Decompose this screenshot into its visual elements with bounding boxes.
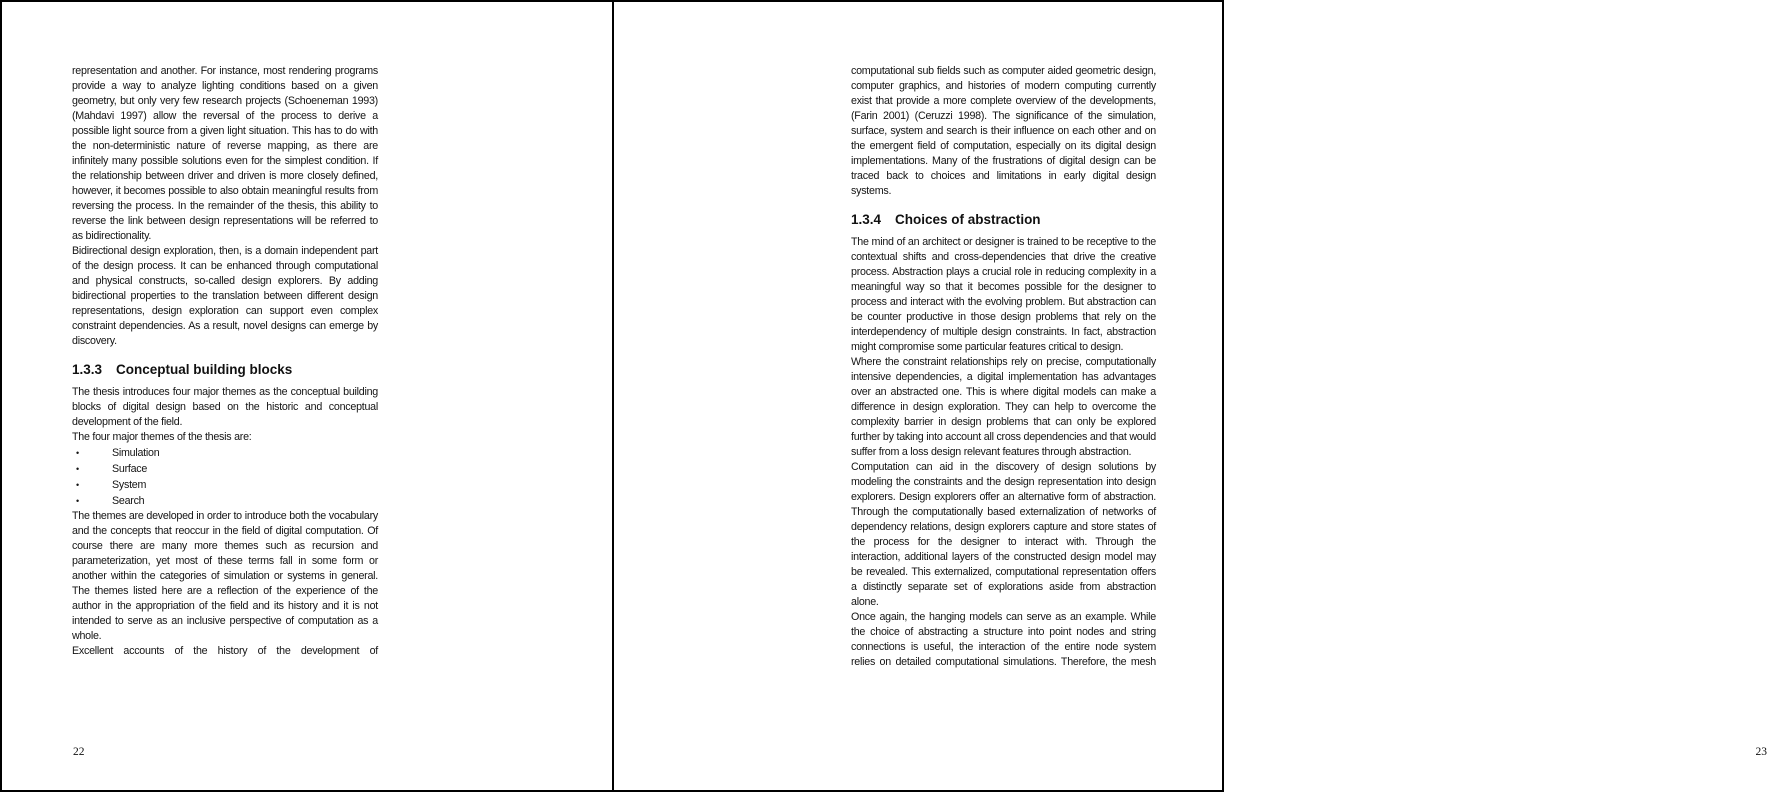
body-paragraph-continued: Once again, the hanging models can serve as an example. While the choice of abstracting a structure into point nodes and string connections is useful, the interaction of the entire node system relies on detailed computational simulations. Therefore, the mesh xyxy=(851,611,1156,668)
bullet-item xyxy=(72,461,378,477)
body-paragraph: The mind of an architect or designer is trained to be receptive to the contextual shifts and cross-dependencies that drive the creative process. Abstraction plays a crucial role in reducing complexity in a meaningful way so that it becomes possible for the designer to process and interact with the evolving problem. But abstraction can be counter productive in those design problems that rely on the interdependency of multiple design constraints. In fact, abstraction might compromise some particular features critical to design. xyxy=(851,236,1156,353)
body-paragraph: Computation can aid in the discovery of design solutions by modeling the constraints and the design representation into design explorers. Design explorers offer an alternative form of abstraction. Through the computationally based externalization of networks of dependency relations, design explorers capture and store states of the process for the designer to interact with. Through the interaction, additional layers of the constructed design model may be revealed. This externalized, computational representation offers a distinctly separate set of explorations aside from abstraction alone. xyxy=(851,461,1156,608)
section-number: 1.3.3 xyxy=(72,362,103,377)
page-left xyxy=(2,2,614,790)
bullet-item xyxy=(72,493,378,509)
bullet-icon: • xyxy=(76,448,79,458)
body-paragraph: computational sub fields such as computer aided geometric design, computer graphics, and histories of modern computing currently exist that provide a more complete overview of the developments, (Farin 2001) (Ceruzzi 1998). The significance of the simulation, surface, system and search is their influence on each other and on the emergent field of computation, especially on its digital design implementations. Many of the frustrations of digital design can be traced back to choices and limitations in early digital design systems. xyxy=(851,65,1156,197)
page-number-left: 22 xyxy=(73,746,85,758)
bullet-label: Simulation xyxy=(112,447,160,459)
bullet-item xyxy=(72,477,378,493)
page-right xyxy=(614,2,1767,790)
body-paragraph: representation and another. For instance, most rendering programs provide a way to analyze lighting conditions based on a given geometry, but only very few research projects (Schoeneman 1993) (Mahdavi 1997) allow the reversal of the process to derive a possible light source from a given light situation. This has to do with the non-deterministic nature of reverse mapping, as there are infinitely many possible solutions even for the simplest condition. If the relationship between driver and driven is more closely defined, however, it becomes possible to also obtain meaningful results from reversing the process. In the remainder of the thesis, this ability to reverse the link between design representations will be referred to as bidirectionality. xyxy=(72,65,378,242)
body-paragraph: Where the constraint relationships rely on precise, computationally intensive dependencies, a digital implementation has advantages over an abstracted one. This is where digital models can make a difference in design exploration. They can help to overcome the complexity barrier in design problems that can only be explored further by taking into account all cross dependencies and that would suffer from a loss design relevant features through abstraction. xyxy=(851,356,1156,458)
body-paragraph: The four major themes of the thesis are: xyxy=(72,431,252,443)
section-title: Choices of abstraction xyxy=(895,212,1041,227)
section-title: Conceptual building blocks xyxy=(116,362,293,377)
section-heading-1-3-3 xyxy=(72,362,378,378)
body-paragraph-continued: Excellent accounts of the history of the development of xyxy=(72,645,378,657)
page-number-right: 23 xyxy=(1755,746,1767,758)
bullet-icon: • xyxy=(76,464,79,474)
bullet-icon: • xyxy=(76,496,79,506)
body-paragraph: The thesis introduces four major themes as the conceptual building blocks of digital design based on the historic and conceptual development of the field. xyxy=(72,386,378,428)
body-paragraph: The themes are developed in order to introduce both the vocabulary and the concepts that reoccur in the field of digital computation. Of course there are many more themes such as recursion and parameterization, yet most of these terms fall in some form or another within the categories of simulation or systems in general. The themes listed here are a reflection of the experience of the author in the appropriation of the field and its history and it is not intended to serve as an inclusive perspective of computation as a whole. xyxy=(72,510,378,642)
bullet-label: Surface xyxy=(112,463,148,475)
bullet-label: Search xyxy=(112,495,145,507)
section-number: 1.3.4 xyxy=(851,212,882,227)
right-text-column xyxy=(851,64,1156,670)
section-heading-1-3-4 xyxy=(851,212,1156,228)
bullet-item xyxy=(72,445,378,461)
themes-bullet-list xyxy=(72,445,378,509)
body-paragraph: Bidirectional design exploration, then, is a domain independent part of the design process. It can be enhanced through computational and physical constructs, so-called design explorers. By adding bidirectional properties to the translation between different design representations, design exploration can support even complex constraint dependencies. As a result, novel designs can emerge by discovery. xyxy=(72,245,378,347)
bullet-label: System xyxy=(112,479,147,491)
left-text-column xyxy=(72,64,378,659)
bullet-icon: • xyxy=(76,480,79,490)
